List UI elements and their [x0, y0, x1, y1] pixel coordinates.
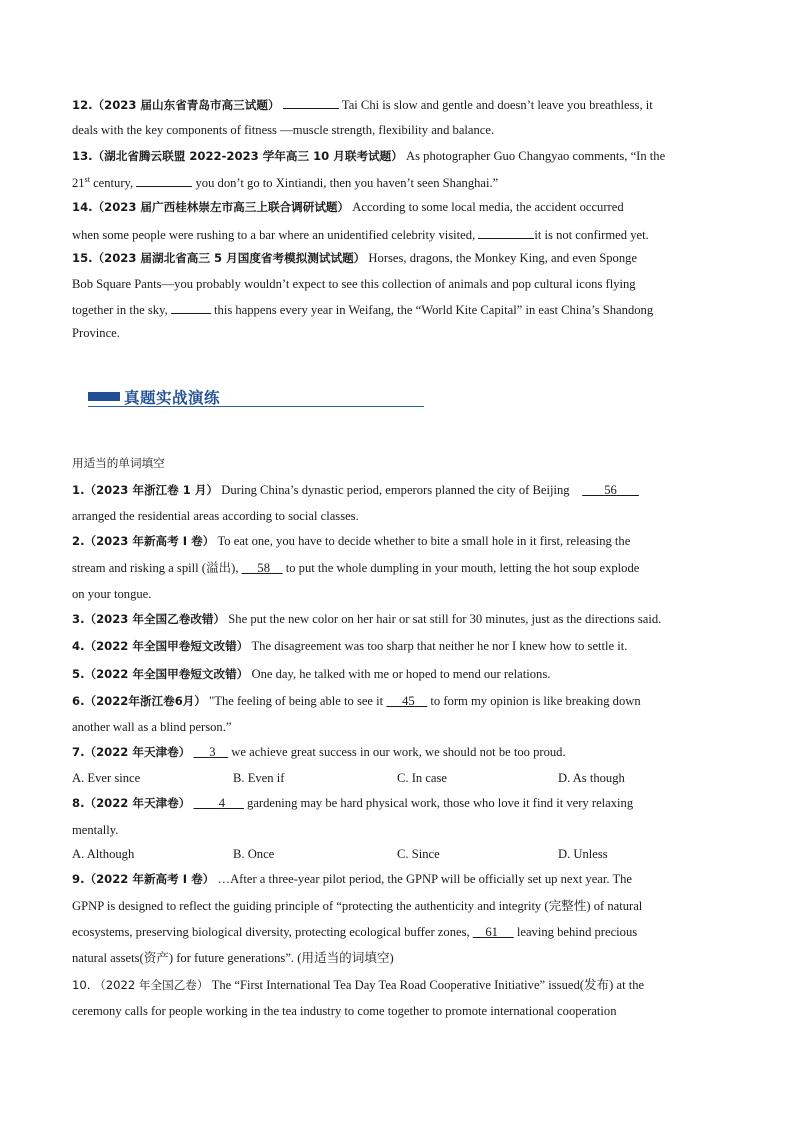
answer-blank[interactable]: [136, 174, 192, 187]
question-13-source: 13.（湖北省腾云联盟 2022-2023 学年高三 10 月联考试题）: [72, 149, 403, 163]
question-6-line-2: another wall as a blind person.”: [72, 720, 232, 734]
option-c[interactable]: C. In case: [397, 771, 448, 785]
option-c[interactable]: C. Since: [397, 847, 440, 861]
question-8-line-2: mentally.: [72, 823, 119, 837]
answer-blank[interactable]: 58: [257, 561, 270, 575]
question-7-options: [72, 770, 722, 786]
question-8-line-1: 8.（2022 年天津卷） 4 gardening may be hard physical work, those who love it find it very relaxing: [72, 796, 634, 810]
question-7: 7.（2022 年天津卷） 3 we achieve great success in our work, we should not be too proud.: [72, 745, 566, 759]
question-5: 5.（2022 年全国甲卷短文改错） One day, he talked with me or hoped to mend our relations.: [72, 667, 551, 681]
question-2-line-3: on your tongue.: [72, 587, 152, 601]
question-3-source: 3.（2023 年全国乙卷改错）: [72, 612, 226, 626]
question-10-number: 10. （2022 年全国乙卷）: [72, 978, 209, 992]
question-3: 3.（2023 年全国乙卷改错） She put the new color on her hair or sat still for 30 minutes, just as the directions said.: [72, 612, 662, 626]
question-14-line-2: when some people were rushing to a bar where an unidentified celebrity visited, it is not confirmed yet.: [72, 228, 649, 242]
question-5-source: 5.（2022 年全国甲卷短文改错）: [72, 667, 249, 681]
question-6-line-1: 6.（2022年浙江卷6月） "The feeling of being able to see it 45 to form my opinion is like breaking down: [72, 694, 641, 708]
question-7-source: 7.（2022 年天津卷）: [72, 745, 191, 759]
question-12-line-1: 12.（2023 届山东省青岛市高三试题） Tai Chi is slow and gentle and doesn’t leave you breathless, it: [72, 98, 653, 112]
section-heading: [88, 386, 424, 407]
question-6-source: 6.（2022年浙江卷6月）: [72, 694, 206, 708]
question-9-line-3: ecosystems, preserving biological diversity, protecting ecological buffer zones, 61 leaving behind precious: [72, 925, 638, 939]
instruction-text: 用适当的单词填空: [72, 456, 165, 470]
section-bar-icon: [88, 392, 120, 401]
question-1-line-2: arranged the residential areas according to social classes.: [72, 509, 359, 523]
answer-blank[interactable]: [171, 301, 211, 314]
question-15-source: 15.（2023 届湖北省高三 5 月国度省考模拟测试试题）: [72, 251, 366, 265]
answer-blank[interactable]: 56: [604, 483, 617, 497]
option-d[interactable]: D. As though: [558, 771, 625, 785]
question-2-source: 2.（2023 年新高考 I 卷）: [72, 534, 215, 548]
question-13-line-2: 21st century, you don’t go to Xintiandi, then you haven’t seen Shanghai.”: [72, 174, 499, 190]
question-15-line-1: 15.（2023 届湖北省高三 5 月国度省考模拟测试试题） Horses, dragons, the Monkey King, and even Sponge: [72, 251, 638, 265]
section-title: 真题实战演练: [124, 389, 221, 407]
question-2-line-1: 2.（2023 年新高考 I 卷） To eat one, you have to decide whether to bite a small hole in it first, releasing the: [72, 534, 631, 548]
question-1-line-1: 1.（2023 年浙江卷 1 月） During China’s dynastic period, emperors planned the city of Beijing 56: [72, 482, 722, 498]
question-12-source: 12.（2023 届山东省青岛市高三试题）: [72, 98, 280, 112]
question-14-line-1: 14.（2023 届广西桂林崇左市高三上联合调研试题） According to some local media, the accident occurred: [72, 200, 624, 214]
question-9-line-1: 9.（2022 年新高考 I 卷） …After a three-year pilot period, the GPNP will be officially set up next year. The: [72, 872, 633, 886]
question-9-line-2: GPNP is designed to reflect the guiding principle of “protecting the authenticity and integrity (完整性) of natural: [72, 899, 643, 913]
answer-blank[interactable]: [283, 96, 339, 109]
answer-blank[interactable]: 61: [485, 925, 498, 939]
question-15-line-3: together in the sky, this happens every year in Weifang, the “World Kite Capital” in east China’s Shandong: [72, 303, 654, 317]
option-b[interactable]: B. Once: [233, 847, 275, 861]
answer-blank[interactable]: 45: [402, 694, 415, 708]
question-10-line-2: ceremony calls for people working in the tea industry to come together to promote international cooperation: [72, 1004, 617, 1018]
question-12-line-2: deals with the key components of fitness —muscle strength, flexibility and balance.: [72, 123, 495, 137]
answer-blank[interactable]: 3: [209, 745, 216, 759]
option-a[interactable]: A. Ever since: [72, 771, 141, 785]
question-8-options: [72, 846, 722, 862]
option-d[interactable]: D. Unless: [558, 847, 608, 861]
question-9-line-4: natural assets(资产) for future generations”. (用适当的词填空): [72, 951, 394, 965]
option-b[interactable]: B. Even if: [233, 771, 285, 785]
question-9-source: 9.（2022 年新高考 I 卷）: [72, 872, 215, 886]
question-13-line-1: 13.（湖北省腾云联盟 2022-2023 学年高三 10 月联考试题） As photographer Guo Changyao comments, “In the: [72, 149, 666, 163]
question-15-line-4: Province.: [72, 326, 120, 340]
question-8-source: 8.（2022 年天津卷）: [72, 796, 191, 810]
question-15-line-2: Bob Square Pants—you probably wouldn’t expect to see this collection of animals and pop cultural icons flying: [72, 277, 636, 291]
question-14-source: 14.（2023 届广西桂林崇左市高三上联合调研试题）: [72, 200, 350, 214]
question-2-line-2: stream and risking a spill (溢出), 58 to put the whole dumpling in your mouth, letting the hot soup explode: [72, 561, 640, 575]
question-4-source: 4.（2022 年全国甲卷短文改错）: [72, 639, 249, 653]
answer-blank[interactable]: 4: [218, 796, 225, 810]
question-10-line-1: 10. （2022 年全国乙卷） The “First International Tea Day Tea Road Cooperative Initiative” issued(发布) at the: [72, 978, 645, 992]
option-a[interactable]: A. Although: [72, 847, 135, 861]
question-1-source: 1.（2023 年浙江卷 1 月）: [72, 483, 219, 497]
answer-blank[interactable]: [478, 226, 534, 239]
question-4: 4.（2022 年全国甲卷短文改错） The disagreement was too sharp that neither he nor I knew how to settle it.: [72, 639, 628, 653]
